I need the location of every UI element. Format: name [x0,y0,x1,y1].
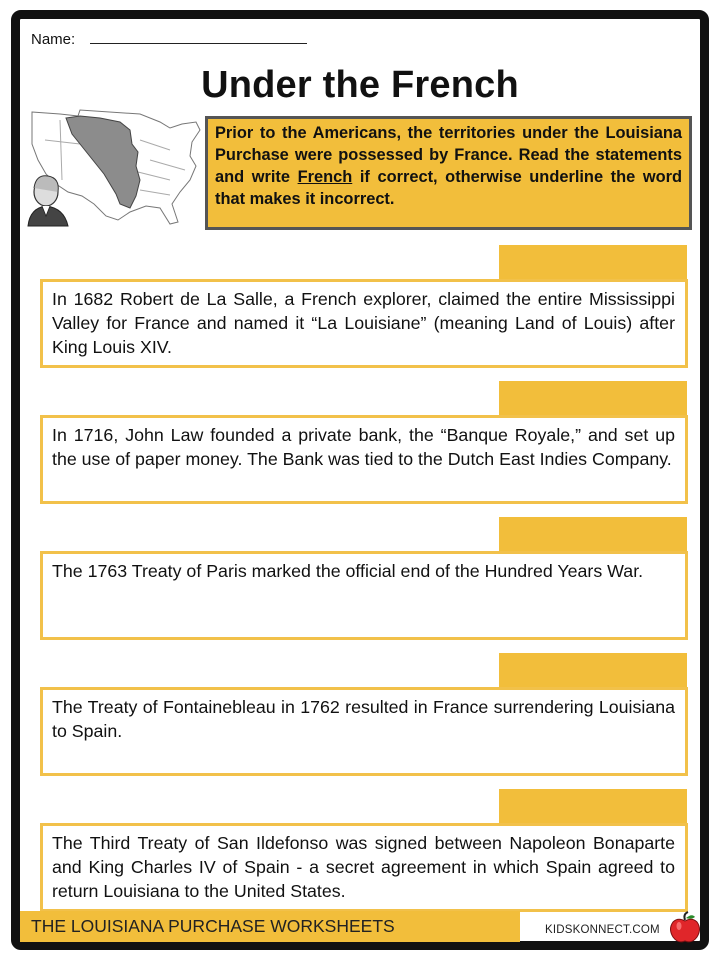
instructions-box [205,116,692,230]
answer-box-4[interactable] [499,653,687,687]
name-input-line[interactable] [90,43,307,44]
answer-box-2[interactable] [499,381,687,415]
footer-site-link[interactable]: KIDSKONNECT.COM [545,924,660,936]
answer-box-5[interactable] [499,789,687,823]
instructions-underlined-word: French [297,168,353,186]
statement-2[interactable] [40,415,688,504]
statement-1[interactable] [40,279,688,368]
statement-text: The Third Treaty of San Ildefonso was signed between Napoleon Bonaparte and King Charles IV of Spain - a secret agreement in which Spain agreed to return Louisiana to the United States. [52,833,675,901]
apple-icon [668,911,702,945]
us-map-illustration [20,100,205,230]
statement-4[interactable] [40,687,688,776]
statement-5[interactable] [40,823,688,912]
statement-3[interactable] [40,551,688,640]
page-title: Under the French [201,64,519,106]
statement-text: The Treaty of Fontainebleau in 1762 resulted in France surrendering Louisiana to Spain. [52,697,675,741]
instructions-text-before: Prior to the Americans, the territories under the Louisiana Purchase were possessed by France. Read the statements and write [215,124,682,186]
statement-text: In 1682 Robert de La Salle, a French explorer, claimed the entire Mississippi Valley for France and named it “La Louisiane” (meaning Land of Louis) after King Louis XIV. [52,289,675,357]
instructions-text-after: if correct, otherwise underline the word that makes it incorrect. [215,168,682,208]
name-label: Name: [31,31,76,48]
statement-text: The 1763 Treaty of Paris marked the official end of the Hundred Years War. [52,561,644,581]
answer-box-1[interactable] [499,245,687,279]
portrait-illustration [28,176,68,226]
statement-text: In 1716, John Law founded a private bank, the “Banque Royale,” and set up the use of paper money. The Bank was tied to the Dutch East Indies Company. [52,425,675,469]
answer-box-3[interactable] [499,517,687,551]
footer-worksheet-title: THE LOUISIANA PURCHASE WORKSHEETS [20,911,520,942]
